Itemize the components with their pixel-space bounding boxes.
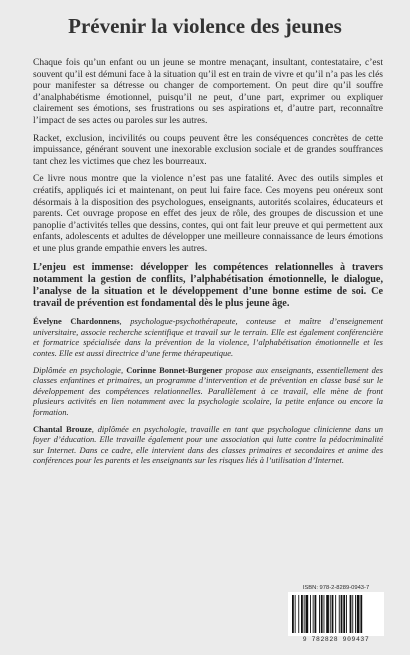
barcode-bar (339, 595, 340, 633)
book-summary-paragraph: Ce livre nous montre que la violence n’est pas une fatalité. Avec des outils simples et créatifs, appliqués ici et maintenant, on peut lui faire face. Ces moyens peu onéreux sont désormais à la disposition des psychologues, enseignants, autorités scolaires, éducateurs et parents. Cet ouvrage propose en effet des jeux de rôle, des groupes de discussion et une panoplie d’activités telles que dessins, contes, qui ont fait leur preuve et qui permettent aux enfants, adolescents et adultes de développer une meilleure connaissance de leurs émotions et une plus grande empathie envers les autres. (33, 174, 383, 254)
page-title: Prévenir la violence des jeunes (68, 14, 342, 38)
barcode-bar (343, 595, 345, 633)
author-bio-text: , psychologue-psychothérapeute, conteuse et maître d’enseignement universitaire, associe recherche scientifique et travail sur le terrain. Elle est également conférencière et formatrice spécialisée dans la prévention de la violence, l’alphabétisation émotionnelle et les contes. Elle est aussi directrice d’une ferme thérapeutique. (33, 316, 383, 358)
barcode-bar (321, 595, 323, 633)
consequences-paragraph: Racket, exclusion, incivilités ou coups peuvent être les conséquences concrètes de cette impuissance, générant souvent une inexorable exclusion sociale et de grandes souffrances tant chez les victimes que chez les bourreaux. (33, 133, 383, 167)
barcode-bar (355, 595, 356, 633)
barcode-bar (292, 595, 294, 633)
barcode-bar (332, 595, 334, 633)
author-name: Évelyne Chardonnens (33, 316, 120, 327)
barcode-bar (326, 595, 329, 633)
barcode-bar (319, 595, 320, 633)
cover-text (33, 58, 383, 473)
author-bio-text: propose aux enseignants, essentiellement des classes enfantines et primaires, un programme d’intervention et de prévention en classe basé sur le développement des compétences relationnelles. Parallèlement à ce travail, elle mène de front plusieurs activités en lien notamment avec la psychologie scolaire, la petite enfance ou encore la formation. (33, 364, 383, 417)
barcode-bar (350, 595, 352, 633)
barcode-bar (306, 595, 309, 633)
barcode-bar (346, 595, 347, 633)
barcode-number: 9 782828 909437 (302, 636, 370, 643)
barcode-bar (324, 595, 325, 633)
barcode-bar (330, 595, 331, 633)
barcode-bar (341, 595, 343, 633)
isbn-label: ISBN: 978-2-8289-0943-7 (302, 585, 370, 591)
barcode-bar (335, 595, 336, 633)
isbn-block (288, 585, 384, 643)
barcode-bar (304, 595, 305, 633)
intro-paragraph: Chaque fois qu’un enfant ou un jeune se montre menaçant, insultant, contestataire, c’est souvent qu’il est démuni face à la situation qu’il est en train de vivre et qu’il n’a pas les clés pour manifester sa détresse ou changer de comportement. On peut dire qu’il souffre d’analphabétisme émotionnel, puisqu’il ne peut, d’une part, exprimer ou expliquer clairement ses émotions, ses frustrations ou ses aspirations et, d’autre part, reconnaître l’impact de ses actes ou paroles sur les autres. (33, 58, 383, 126)
barcode (288, 592, 384, 636)
barcode-bar (315, 595, 317, 633)
barcode-bar (313, 595, 314, 633)
author-name: Corinne Bonnet-Burgener (126, 364, 223, 375)
barcode-bar (360, 595, 362, 633)
barcode-bar (357, 595, 360, 633)
barcode-bar (301, 595, 303, 633)
barcode-bar (310, 595, 311, 633)
author-name: Chantal Brouze (33, 423, 92, 434)
author-bio-prefix: Diplômée en psychologie, (33, 364, 127, 375)
author-bio-brouze (33, 424, 383, 466)
author-bio-chardonnens (33, 316, 383, 358)
stakes-paragraph: L’enjeu est immense: développer les compétences relationnelles à travers notamment la gestion de conflits, l’alphabétisation émotionnelle, le dialogue, l’analyse de la situation et le développement d’une bonne estime de soi. Ce travail de prévention est fondamental dès le plus jeune âge. (33, 261, 383, 310)
barcode-bar (298, 595, 299, 633)
barcode-bar (295, 595, 296, 633)
author-bio-text: , diplômée en psychologie, travaille en tant que psychologue clinicienne dans un foyer d’éducation. Elle travaille également pour une association qui lutte contre la pédocriminalité sur Internet. Dans ce cadre, elle intervient dans des classes primaires et secondaires et anime des conférences pour les parents et les enseignants sur les risques liés à l’utilisation d’Internet. (33, 423, 383, 466)
barcode-graphic (288, 592, 384, 636)
barcode-bar (352, 595, 353, 633)
author-bio-bonnet-burgener (33, 365, 383, 417)
